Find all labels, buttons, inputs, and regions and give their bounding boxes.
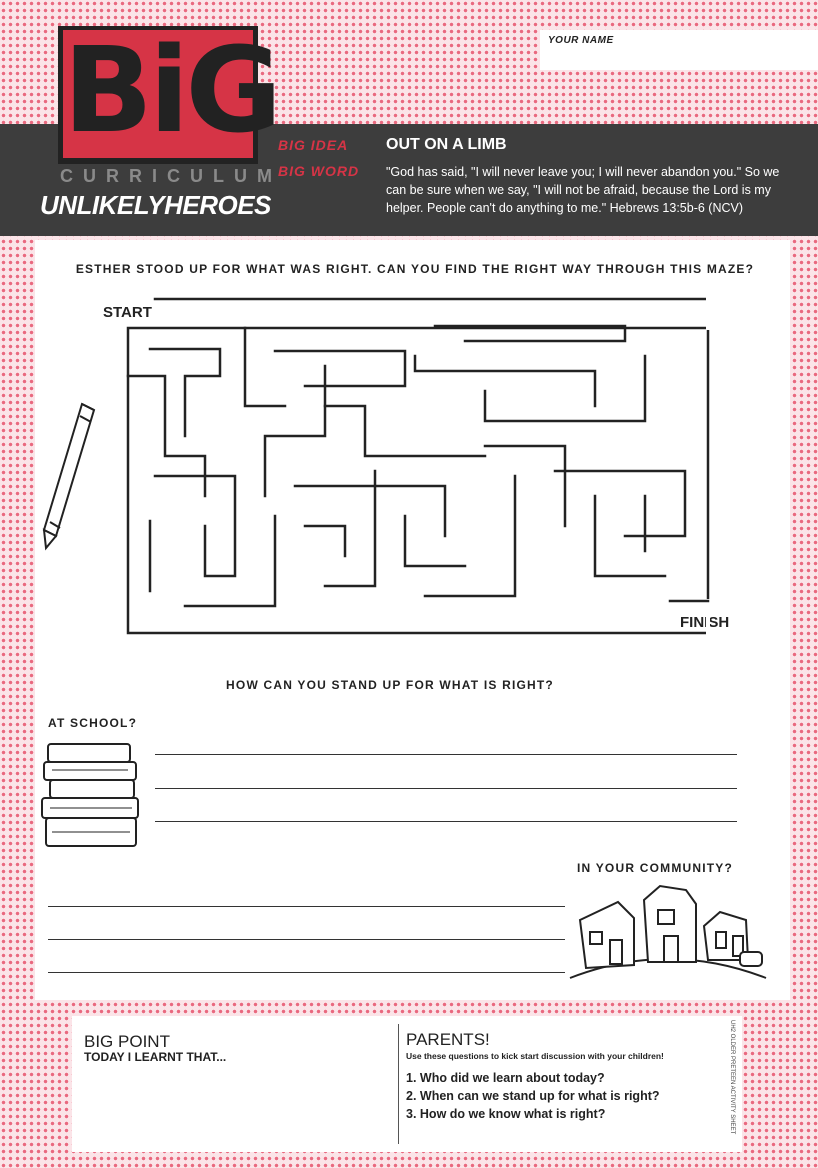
- big-word-label: BIG WORD: [278, 163, 360, 179]
- books-icon: [38, 740, 148, 855]
- answer-line-community-1[interactable]: [48, 906, 565, 907]
- question-number: 1.: [406, 1071, 420, 1085]
- maze-finish-label: FINISH: [680, 614, 730, 631]
- big-idea-label: BIG IDEA: [278, 137, 349, 153]
- answer-line-school-2[interactable]: [155, 788, 737, 789]
- maze-instruction: ESTHER STOOD UP FOR WHAT WAS RIGHT. CAN YOU FIND THE RIGHT WAY THROUGH THIS MAZE?: [75, 262, 755, 276]
- maze: [125, 296, 715, 641]
- sheet-code: [724, 1020, 736, 1135]
- parent-question-2: [406, 1089, 660, 1103]
- question-number: 3.: [406, 1107, 420, 1121]
- parent-question-3: [406, 1107, 605, 1121]
- big-point-prompt: TODAY I LEARNT THAT...: [84, 1050, 227, 1064]
- answer-line-community-3[interactable]: [48, 972, 565, 973]
- houses-icon: [568, 880, 768, 980]
- bottom-divider: [398, 1024, 399, 1144]
- parents-title: PARENTS!: [406, 1030, 490, 1049]
- answer-line-school-1[interactable]: [155, 754, 737, 755]
- logo-text: BiG: [63, 21, 279, 159]
- pencil-icon: [36, 396, 106, 556]
- answer-line-community-2[interactable]: [48, 939, 565, 940]
- parents-subtitle: Use these questions to kick start discussion with your children!: [406, 1051, 664, 1061]
- in-community-label: IN YOUR COMMUNITY?: [577, 861, 734, 875]
- answer-line-school-3[interactable]: [155, 821, 737, 822]
- question-text: When can we stand up for what is right?: [419, 1089, 660, 1103]
- big-idea-value: OUT ON A LIMB: [386, 136, 507, 153]
- question-number: 2.: [406, 1089, 420, 1103]
- big-point-title: BIG POINT: [84, 1032, 170, 1051]
- stand-up-question: HOW CAN YOU STAND UP FOR WHAT IS RIGHT?: [226, 678, 554, 692]
- at-school-label: AT SCHOOL?: [48, 716, 138, 730]
- your-name-label: YOUR NAME: [548, 35, 614, 46]
- question-text: How do we know what is right?: [419, 1107, 606, 1121]
- sheet-code-text: UH2 OLDER PRETEEN ACTIVITY SHEET: [729, 1020, 735, 1135]
- series-title: UNLIKELYHEROES: [40, 190, 271, 220]
- curriculum-label: CURRICULUM: [60, 166, 282, 186]
- parent-question-1: [406, 1071, 605, 1085]
- maze-start-label: START: [103, 304, 152, 321]
- question-text: Who did we learn about today?: [419, 1071, 605, 1085]
- big-word-value: "God has said, "I will never leave you; I will never abandon you." So we can be sure when we say, "I will not be afraid, because the Lord is my helper. People can't do anything to me." Hebrews 13:5b-6 (NCV): [386, 165, 780, 215]
